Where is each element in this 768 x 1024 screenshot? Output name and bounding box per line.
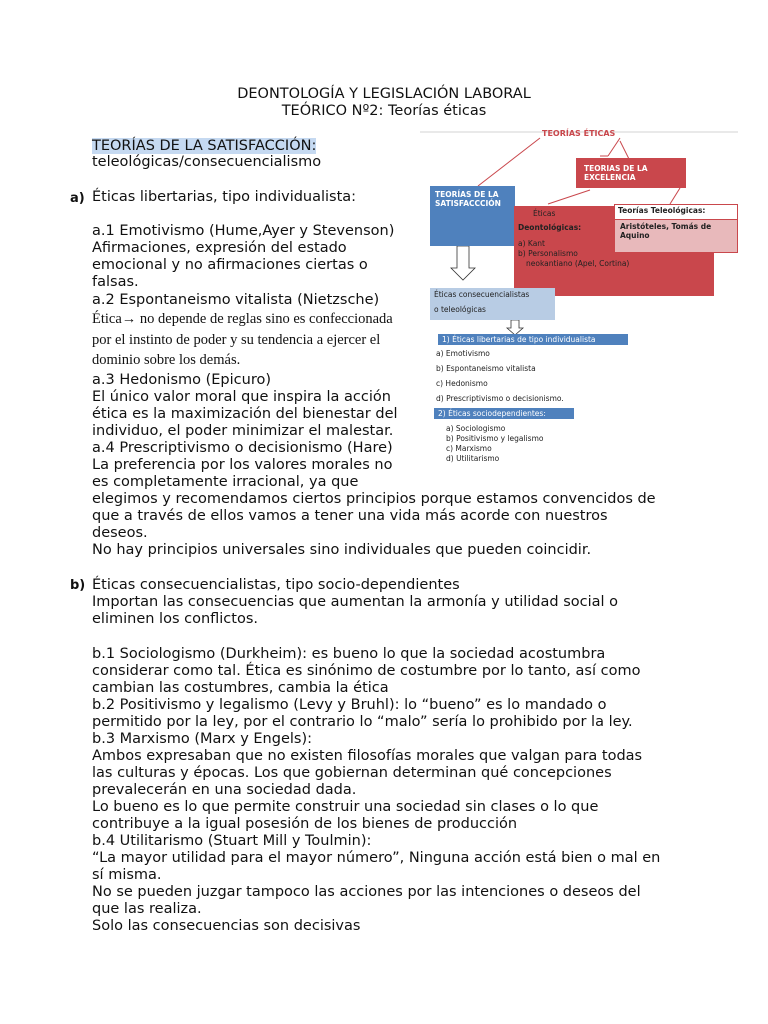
libertarian-item: b) Espontaneismo vitalista [436,364,536,373]
b1-line: cambian las costumbres, cambia la ética [92,680,389,696]
a4-line: que a través de ellos vamos a tener una vida más acorde con nuestros [92,508,608,524]
a1-line: emocional y no afirmaciones ciertas o [92,257,368,273]
a1-line: Afirmaciones, expresión del estado [92,240,347,256]
diagram-root: TEORÍAS ÉTICAS [542,129,616,138]
b1-title-rest: es bueno lo que la sociedad acostumbra [307,646,606,662]
a4-line: deseos. [92,525,148,541]
a4-line: es completamente irracional, ya que [92,474,359,490]
b3-line: Ambos expresaban que no existen filosofías morales que valgan para todas [92,748,643,764]
b1-title [92,646,605,663]
libertarian-item: a) Emotivismo [436,349,490,358]
a2-title: a.2 Espontaneismo vitalista (Nietzsche) [92,292,380,308]
a4-line: elegimos y recomendamos ciertos principios porque estamos convencidos de [92,491,656,507]
a3-line: individuo, el poder minimizar el malestar. [92,423,394,439]
a3-line: El único valor moral que inspira la acción [92,389,391,405]
a1-title: a.1 Emotivismo (Hume,Ayer y Stevenson) [92,223,395,239]
b2-title-rest: lo “bueno” es lo mandado o [399,697,607,713]
sociodependent-item: a) Sociologismo [446,424,506,433]
b4-line: No se pueden juzgar tampoco las acciones por las intenciones o deseos del [92,884,641,900]
b4-line: Solo las consecuencias son decisivas [92,918,361,934]
document-title: DEONTOLOGÍA Y LEGISLACIÓN LABORAL [237,86,531,102]
b3-line: Lo bueno es lo que permite construir una sociedad sin clases o lo que [92,799,599,815]
sociodependent-item: b) Positivismo y legalismo [446,434,544,443]
sociodependent-item: c) Marxismo [446,444,492,453]
section-b-title [92,577,460,594]
b4-line: “La mayor utilidad para el mayor número”, Ninguna acción está bien o mal en [92,850,661,866]
section-a-marker: a) [70,191,85,206]
a4-title: a.4 Prescriptivismo o decisionismo (Hare) [92,440,393,456]
a1-line: falsas. [92,274,139,290]
b1-title-bold: b.1 Sociologismo (Durkheim): [92,646,308,662]
a3-title: a.3 Hedonismo (Epicuro) [92,372,271,388]
satisfaction-box-label-1: TEORÍAS DE LA [435,190,499,199]
section-b-marker: b) [70,578,86,593]
subtitle-text: Teorías éticas [383,103,487,119]
b-intro-line: Importan las consecuencias que aumentan la armonía y utilidad social o [92,594,619,610]
a2-line: por el instinto de poder y su tendencia a ejercer el [92,332,381,348]
satisfaction-subheading: teleológicas/consecuencialismo [92,154,322,170]
section-a-title [92,189,356,206]
b2-title-bold: b.2 Positivismo y legalismo (Levy y Bruhl): [92,697,400,713]
section-a-title-bold: Éticas libertarias [92,189,214,205]
b1-line: considerar como tal. Ética es sinónimo de costumbre por lo tanto, así como [92,663,641,679]
libertarian-title: 1) Éticas libertarias de tipo individualista [442,335,596,344]
b3-line: las culturas y épocas. Los que gobiernan determinan qué concepciones [92,765,612,781]
a2-line: Ética→ no depende de reglas sino es confeccionada [92,311,393,327]
b-intro-line: eliminen los conflictos. [92,611,258,627]
excellence-label-2: EXCELENCIA [584,173,636,182]
deont-item-b2: neokantiano (Apel, Cortina) [526,259,630,268]
b3-title: b.3 Marxismo (Marx y Engels): [92,731,312,747]
satisfaction-heading [92,138,316,155]
deont-item-a: a) Kant [518,239,545,248]
b2-line: permitido por la ley, por el contrario lo “malo” sería lo prohibido por la ley. [92,714,633,730]
b3-line: contribuye a la igual posesión de los bienes de producción [92,816,518,832]
libertarian-item: c) Hedonismo [436,379,488,388]
deont-item-b1: b) Personalismo [518,249,578,258]
teleological-authors-1: Aristóteles, Tomás de [620,222,712,231]
b4-line: sí misma. [92,867,162,883]
libertarian-item: d) Prescriptivismo o decisionismo. [436,394,564,403]
satisfaction-box-label-2: SATISFACCCIÓN [435,199,501,208]
consequentialist-label-2: o teleológicas [434,305,486,314]
satisfaction-heading-text: TEORÍAS DE LA SATISFACCIÓN: [92,138,317,154]
sociodependent-item: d) Utilitarismo [446,454,500,463]
ethics-diagram [420,128,740,473]
excellence-label-1: TEORIAS DE LA [584,164,648,173]
document-subtitle [0,102,768,120]
deont-label-1: Éticas [533,209,556,218]
deont-label-2: Deontológicas: [518,223,582,232]
a4-line: No hay principios universales sino individuales que pueden coincidir. [92,542,592,558]
teleological-authors-2: Aquino [620,231,650,240]
b4-title: b.4 Utilitarismo (Stuart Mill y Toulmin): [92,833,372,849]
teleological-title: Teorías Teleológicas: [618,206,706,215]
section-b-title-rest: , tipo socio-dependientes [276,577,460,593]
section-a-title-rest: , tipo individualista: [213,189,357,205]
sociodependent-title: 2) Éticas sociodependientes: [438,409,546,418]
b2-title [92,697,607,714]
subtitle-label: TEÓRICO Nº2: [281,103,384,119]
a4-line: La preferencia por los valores morales no [92,457,393,473]
section-b-title-bold: Éticas consecuencialistas [92,577,277,593]
a2-line: dominio sobre los demás. [92,352,241,368]
b3-line: prevalecerán en una sociedad dada. [92,782,357,798]
consequentialist-label-1: Éticas consecuencialistas [434,290,530,299]
a3-line: ética es la maximización del bienestar del [92,406,398,422]
b4-line: que las realiza. [92,901,202,917]
